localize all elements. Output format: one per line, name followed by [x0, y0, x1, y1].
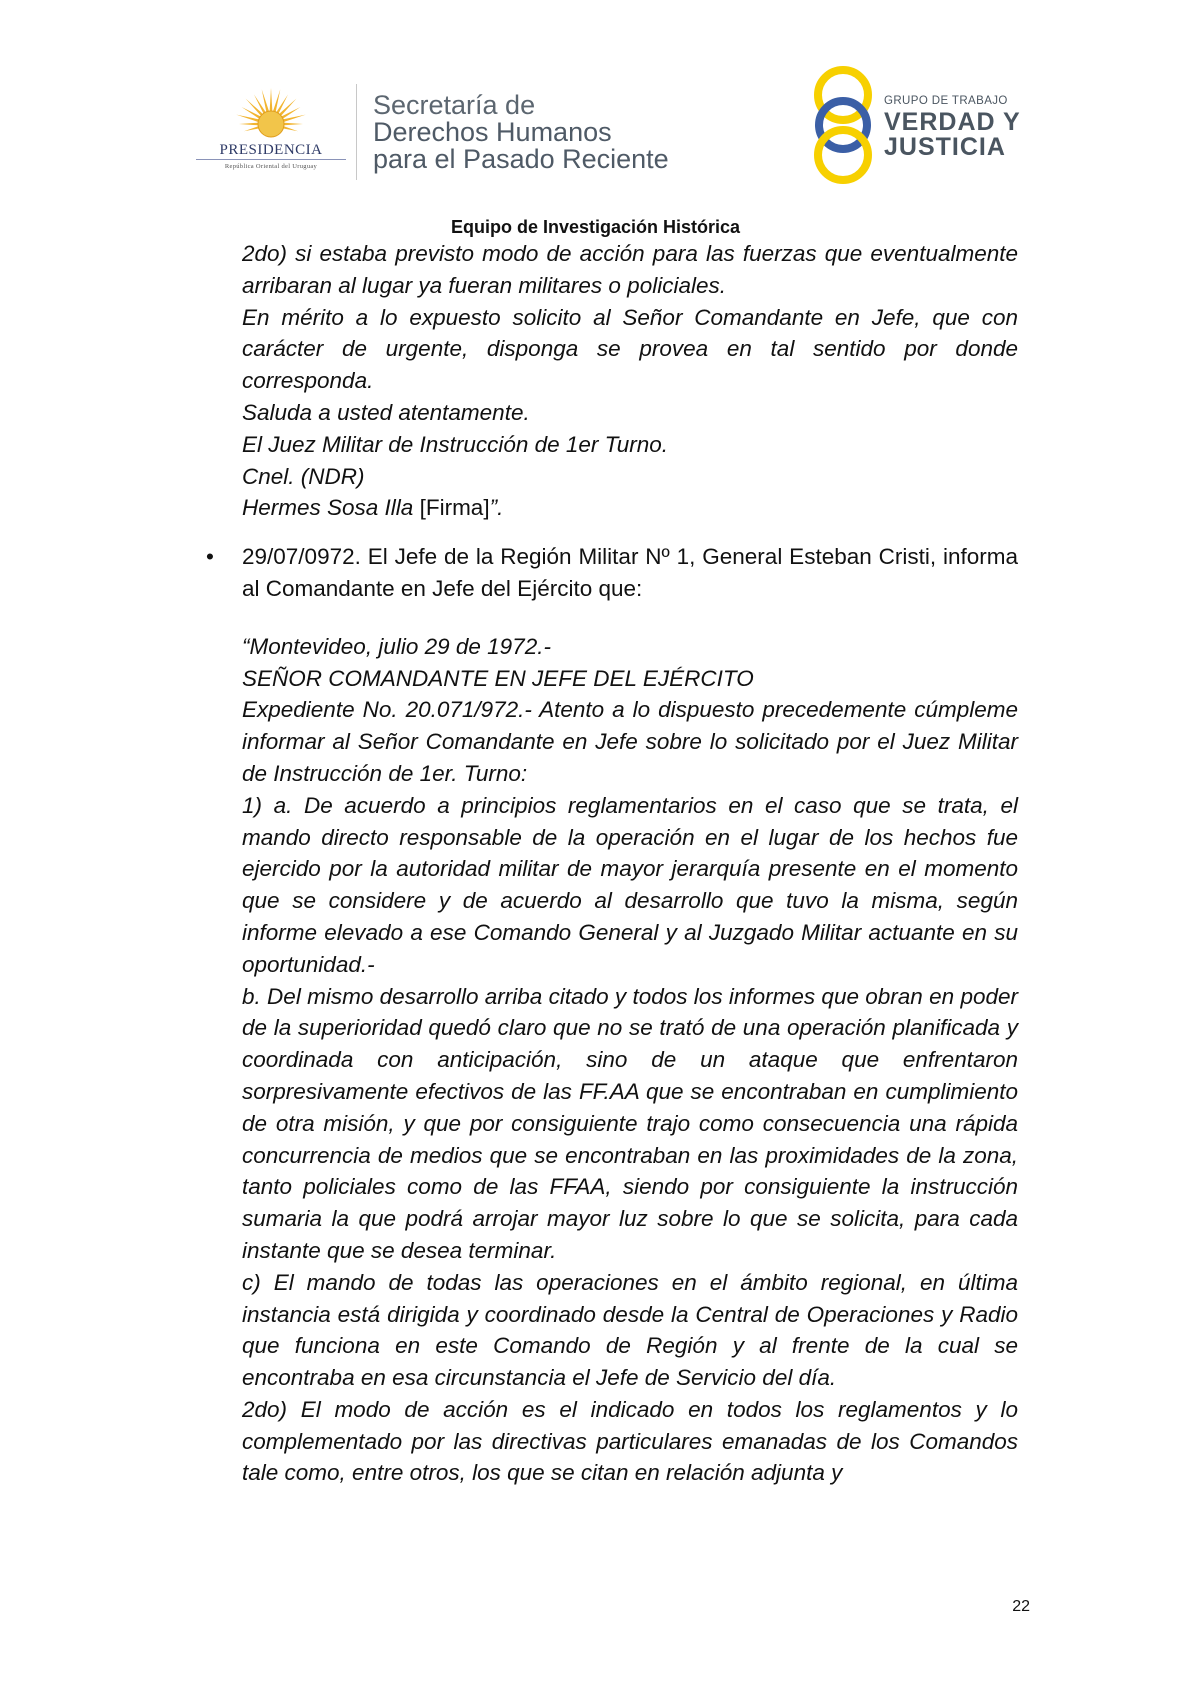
- justicia-label: JUSTICIA: [884, 133, 1006, 161]
- bullet-entry: [206, 541, 1018, 605]
- quote-date-line: “Montevideo, julio 29 de 1972.-: [242, 633, 551, 659]
- bullet-text: 29/07/0972. El Jefe de la Región Militar Nº 1, General Esteban Cristi, informa al Comandante en Jefe del Ejército que:: [242, 544, 1018, 601]
- presidencia-subtitle: República Oriental del Uruguay: [224, 163, 318, 170]
- continuation-paragraph-2: En mérito a lo expuesto solicito al Señor Comandante en Jefe, que con carácter de urgente, disponga se provea en tal sentido por donde corresponda.: [242, 304, 1018, 394]
- continuation-signature-line: [242, 492, 1018, 524]
- quoted-letter: [242, 631, 1018, 1490]
- quote-item-1c: c) El mando de todas las operaciones en el ámbito regional, en última instancia está dirigida y coordinado desde la Central de Operaciones y Radio que funciona en este Comando de Región y al frente de la cual se encontraba en esa circunstancia el Jefe de Servicio del día.: [242, 1269, 1018, 1391]
- secretaria-logo-text: [373, 92, 669, 173]
- verdad-label: VERDAD Y: [884, 108, 1021, 136]
- quote-item-1a: 1) a. De acuerdo a principios reglamentarios en el caso que se trata, el mando directo responsable de la operación en el lugar de los hechos fue ejercido por la autoridad militar de mayor jerarquía presente en el momento que se considere y de acuerdo al desarrollo que tuvo la misma, según informe elevado a ese Comando General y al Juzgado Militar actuante en su oportunidad.-: [242, 792, 1018, 977]
- continuation-judge-title: El Juez Militar de Instrucción de 1er Turno.: [242, 431, 669, 457]
- team-title: Equipo de Investigación Histórica: [450, 217, 741, 237]
- quote-item-2: 2do) El modo de acción es el indicado en todos los reglamentos y lo complementado por las directivas particulares emanadas de los Comandos tale como, entre otros, los que se citan en relación adjunta y: [242, 1396, 1018, 1486]
- bullet-symbol: •: [206, 544, 214, 570]
- presidencia-divider: [196, 159, 346, 160]
- header-divider: [356, 84, 357, 180]
- secretaria-line-1: Secretaría de: [373, 90, 536, 120]
- signatory-name: Hermes Sosa Illa: [242, 495, 414, 521]
- quote-expediente: Expediente No. 20.071/972.- Atento a lo dispuesto precedemente cúmpleme informar al Señor Comandante en Jefe sobre lo solicitado por el Juez Militar de Instrucción de 1er. Turno:: [242, 697, 1018, 786]
- interlocking-rings-icon: [808, 64, 878, 186]
- presidencia-logo: [196, 84, 346, 180]
- verdad-justicia-logo: [808, 64, 1028, 186]
- secretaria-line-2: Derechos Humanos: [373, 117, 612, 147]
- presidencia-name: PRESIDENCIA: [219, 142, 323, 158]
- quote-item-1b: b. Del mismo desarrollo arriba citado y todos los informes que obran en poder de la superioridad quedó claro que no se trató de una operación planificada y coordinada con anticipación, sino de un ataque que enfrentaron sorpresivamente efectivos de las FF.AA que se encontraban en cumplimiento de otra misión, y que por consiguiente trajo como consecuencia una rápida concurrencia de medios que se encontraban en las proximidades de la zona, tanto policiales como de las FFAA, siendo por consiguiente la instrucción sumaria la que podrá arrojar mayor luz sobre lo que se solicita, para cada instante que se desea terminar.: [242, 983, 1018, 1263]
- page-number: 22: [1012, 1598, 1030, 1615]
- grupo-trabajo-label: GRUPO DE TRABAJO: [884, 95, 1008, 107]
- closing-quote: ”.: [489, 495, 504, 521]
- secretaria-line-3: para el Pasado Reciente: [373, 144, 669, 174]
- sun-emblem-icon: [196, 84, 346, 146]
- continuation-paragraph-1: 2do) si estaba previsto modo de acción para las fuerzas que eventualmente arribaran al lugar ya fueran militares o policiales.: [242, 241, 1018, 298]
- document-body: [206, 238, 1018, 1489]
- continuation-rank: Cnel. (NDR): [242, 463, 365, 489]
- continuation-salutation: Saluda a usted atentamente.: [242, 399, 530, 425]
- firma-note: [Firma]: [419, 495, 490, 521]
- quote-addressee: SEÑOR COMANDANTE EN JEFE DEL EJÉRCITO: [242, 665, 754, 691]
- page-header: [0, 0, 1191, 220]
